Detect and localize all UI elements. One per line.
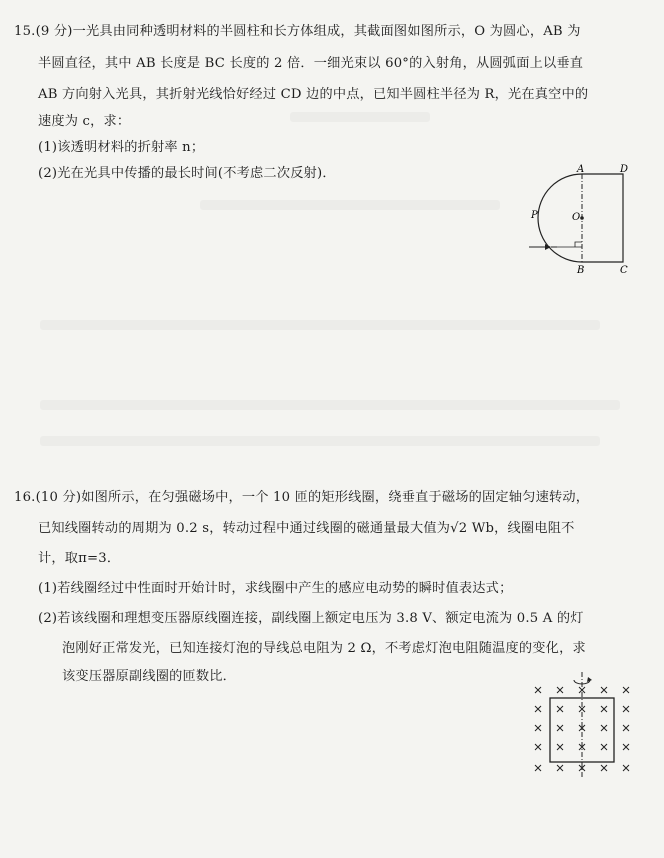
label-D: D [620, 164, 629, 175]
label-P: P [531, 210, 538, 221]
bleed-through-mark [40, 400, 620, 410]
p15-line-4: 速度为 c，求： [38, 114, 131, 129]
label-C: C [620, 265, 628, 276]
bleed-through-mark [40, 320, 600, 330]
p16-line-1: 16.(10 分)如图所示，在匀强磁场中，一个 10 匝的矩形线圈，绕垂直于磁场的固定轴匀速转动， [14, 490, 590, 505]
p16-question-1: (1)若线圈经过中性面时开始计时，求线圈中产生的感应电动势的瞬时值表达式； [38, 581, 513, 596]
p15-question-2: (2)光在光具中传播的最长时间(不考虑二次反射)． [38, 166, 336, 181]
p16-line-3: 计，取π=3． [38, 551, 121, 566]
p15-line-3: AB 方向射入光具，其折射光线恰好经过 CD 边的中点，已知半圆柱半径为 R，光在真空中的 [38, 87, 589, 102]
p16-coil-figure [528, 668, 638, 780]
bleed-through-mark [290, 112, 430, 122]
p15-question-1: (1)该透明材料的折射率 n； [38, 140, 205, 155]
p15-line-1: 15.(9 分)一光具由同种透明材料的半圆柱和长方体组成，其截面图如图所示，O 为圆心，AB 为 [14, 24, 581, 39]
p16-question-2-line-1: (2)若该线圈和理想变压器原线圈连接，副线圈上额定电压为 3.8 V、额定电流为 0.5 A 的灯 [38, 611, 584, 626]
p16-question-2-line-3: 该变压器原副线圈的匝数比． [62, 669, 237, 684]
label-A: A [577, 164, 585, 175]
label-B: B [577, 265, 585, 276]
p16-question-2-line-2: 泡刚好正常发光，已知连接灯泡的导线总电阻为 2 Ω，不考虑灯泡电阻随温度的变化，求 [62, 641, 586, 656]
bleed-through-mark [40, 436, 600, 446]
p16-line-2: 已知线圈转动的周期为 0.2 s，转动过程中通过线圈的磁通量最大值为√2 Wb，线圈电阻不 [38, 521, 575, 536]
bleed-through-mark [200, 200, 500, 210]
label-O: O [572, 212, 581, 223]
p15-line-2: 半圆直径，其中 AB 长度是 BC 长度的 2 倍．一细光束以 60°的入射角，从圆弧面上以垂直 [38, 56, 584, 71]
p15-optics-figure [525, 162, 635, 280]
